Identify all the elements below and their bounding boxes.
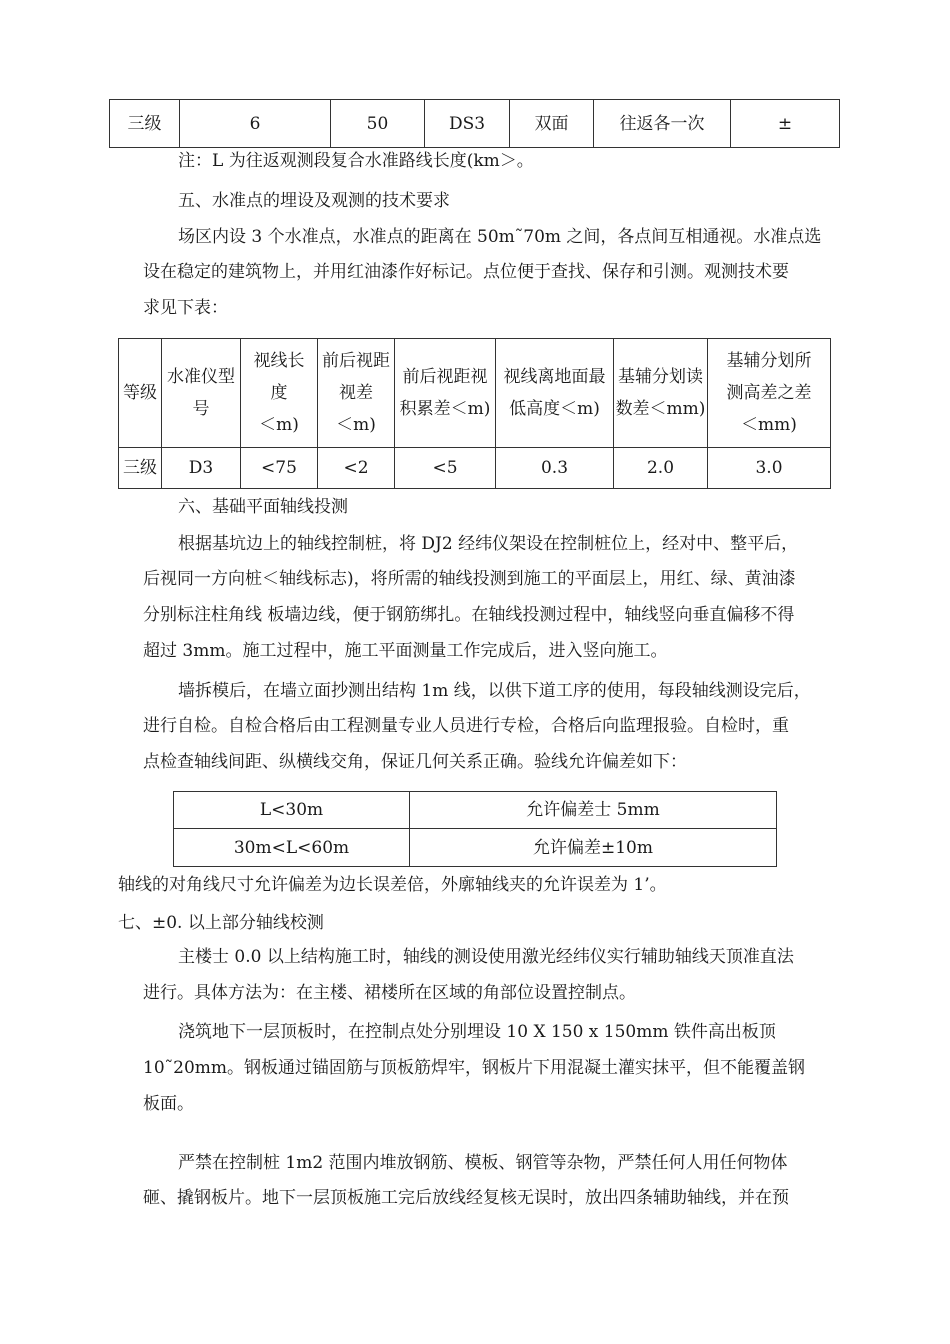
- paragraph-line: 主楼士 0.0 以上结构施工时，轴线的测设使用激光经纬仪实行辅助轴线天顶准直法: [178, 947, 794, 967]
- axis-tolerance-table: [173, 791, 777, 867]
- header-cell: 视线离地面最 低高度＜m): [496, 339, 614, 448]
- table-row: [174, 829, 777, 867]
- header-cell: 视线长 度 ＜m): [241, 339, 318, 448]
- paragraph-line: 根据基坑边上的轴线控制桩，将 DJ2 经纬仪架设在控制桩位上，经对中、整平后，: [178, 534, 799, 554]
- table-cell: 0.3: [496, 448, 614, 489]
- header-cell: 基辅分划读 数差＜mm): [614, 339, 708, 448]
- table-cell: ±: [731, 100, 840, 148]
- header-cell: 水准仪型 号: [162, 339, 241, 448]
- paragraph-line: 进行自检。自检合格后由工程测量专业人员进行专检，合格后向监理报验。自检时，重: [143, 716, 789, 736]
- paragraph-line: 超过 3mm。施工过程中，施工平面测量工作完成后，进入竖向施工。: [143, 641, 668, 661]
- section-heading: 七、±0. 以上部分轴线校测: [118, 913, 324, 933]
- table-cell: <5: [395, 448, 496, 489]
- table-cell: L<30m: [174, 792, 410, 829]
- table-cell: 2.0: [614, 448, 708, 489]
- header-cell: 前后视距 视差 ＜m): [318, 339, 395, 448]
- header-cell: 基辅分划所 测高差之差 ＜mm): [708, 339, 831, 448]
- paragraph-line: 进行。具体方法为：在主楼、裙楼所在区域的角部位设置控制点。: [143, 983, 636, 1003]
- section-heading: 六、基础平面轴线投测: [178, 497, 348, 517]
- table-row: [174, 792, 777, 829]
- table-cell: 6: [180, 100, 331, 148]
- paragraph-line: 轴线的对角线尺寸允许偏差为边长误差倍，外廓轴线夹的允许误差为 1’。: [118, 875, 667, 895]
- paragraph-line: 求见下表：: [143, 298, 228, 318]
- paragraph-line: 分别标注柱角线 板墙边线，便于钢筋绑扎。在轴线投测过程中，轴线竖向垂直偏移不得: [143, 605, 795, 625]
- level-table-top: [109, 99, 840, 148]
- section-heading: 五、水准点的埋设及观测的技术要求: [178, 191, 450, 211]
- table-header-row: [119, 339, 831, 448]
- table-row: [119, 448, 831, 489]
- table-cell: 30m<L<60m: [174, 829, 410, 867]
- paragraph-line: 板面。: [143, 1094, 194, 1114]
- paragraph-line: 墙拆模后，在墙立面抄测出结构 1m 线，以供下道工序的使用，每段轴线测设完后，: [178, 681, 811, 701]
- table-cell: 允许偏差士 5mm: [410, 792, 777, 829]
- paragraph-line: 场区内设 3 个水准点，水准点的距离在 50m˜70m 之间，各点间互相通视。水准点选: [178, 227, 822, 247]
- paragraph-line: 设在稳定的建筑物上，并用红油漆作好标记。点位便于查找、保存和引测。观测技术要: [143, 262, 789, 282]
- header-cell: 等级: [119, 339, 162, 448]
- table-cell: 三级: [119, 448, 162, 489]
- table-row: [110, 100, 840, 148]
- table-cell: DS3: [425, 100, 510, 148]
- table-cell: D3: [162, 448, 241, 489]
- table-cell: 3.0: [708, 448, 831, 489]
- paragraph-line: 后视同一方向桩＜轴线标志)，将所需的轴线投测到施工的平面层上，用红、绿、黄油漆: [143, 569, 796, 589]
- table-cell: 双面: [510, 100, 594, 148]
- paragraph-line: 砸、撬钢板片。地下一层顶板施工完后放线经复核无误时，放出四条辅助轴线，并在预: [143, 1188, 789, 1208]
- table-cell: 往返各一次: [594, 100, 731, 148]
- paragraph-line: 10˜20mm。钢板通过锚固筋与顶板筋焊牢，钢板片下用混凝土灌实抹平，但不能覆盖钢: [143, 1058, 806, 1078]
- table-cell: 允许偏差±10m: [410, 829, 777, 867]
- header-cell: 前后视距视 积累差＜m): [395, 339, 496, 448]
- benchmark-requirements-table: [118, 338, 831, 489]
- table-cell: 三级: [110, 100, 180, 148]
- table-note: 注：L 为往返观测段复合水准路线长度(km＞。: [178, 151, 534, 171]
- paragraph-line: 严禁在控制桩 1m2 范围内堆放钢筋、模板、钢管等杂物，严禁任何人用任何物体: [178, 1153, 788, 1173]
- paragraph-line: 浇筑地下一层顶板时，在控制点处分别埋设 10 X 150 x 150mm 铁件高出板顶: [178, 1022, 776, 1042]
- table-cell: <75: [241, 448, 318, 489]
- table-cell: <2: [318, 448, 395, 489]
- paragraph-line: 点检查轴线间距、纵横线交角，保证几何关系正确。验线允许偏差如下：: [143, 752, 687, 772]
- table-cell: 50: [331, 100, 425, 148]
